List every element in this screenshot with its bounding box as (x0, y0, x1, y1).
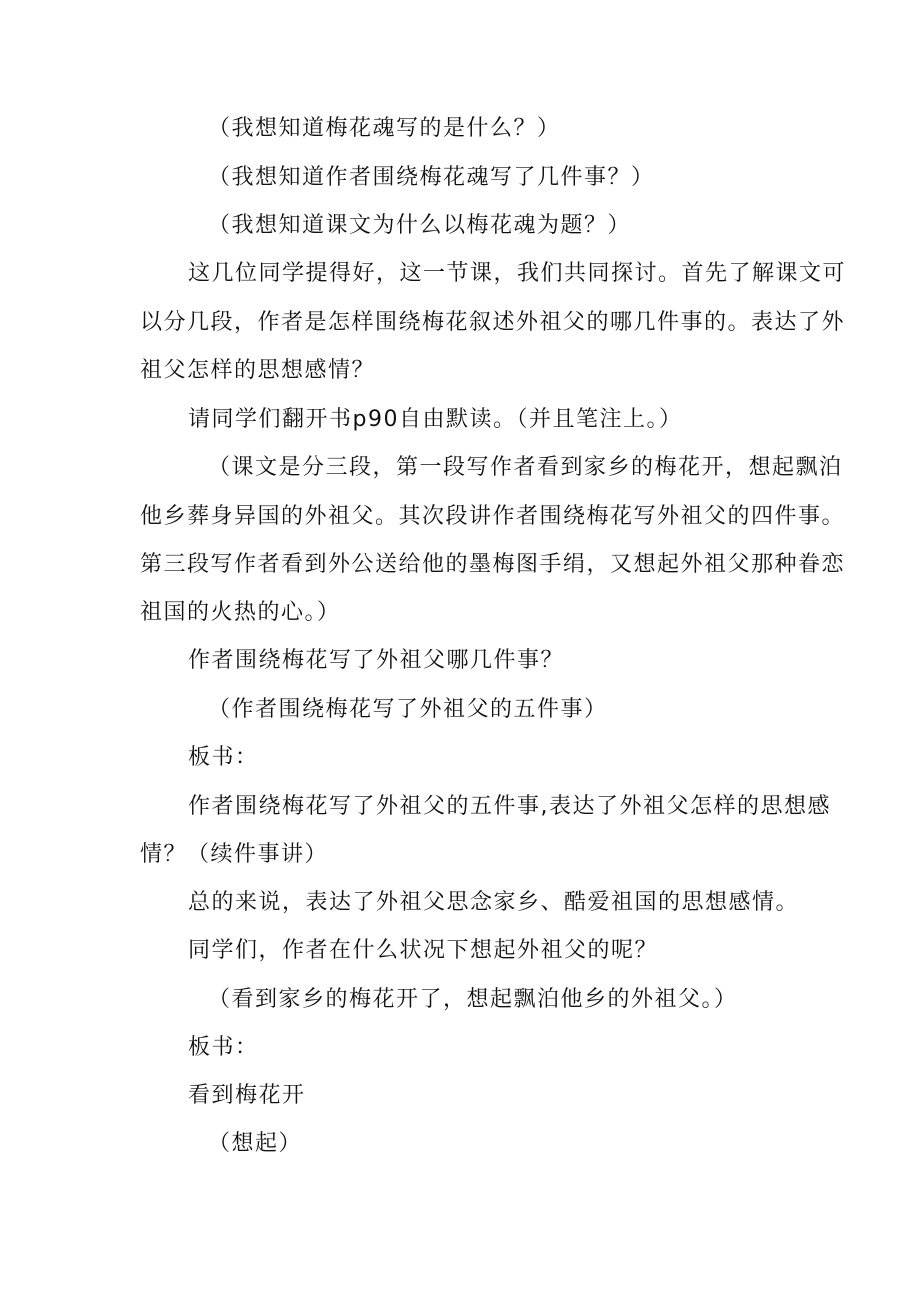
text-line-22: （想起） (208, 1131, 303, 1156)
text-line-15: 作者围绕梅花写了外祖父的五件事,表达了外祖父怎样的思想感 (188, 794, 831, 819)
text-line-5: 以分几段，作者是怎样围绕梅花叙述外祖父的哪几件事的。表达了外 (140, 310, 846, 335)
text-line-2: （我想知道作者围绕梅花魂写了几件事？） (208, 165, 655, 190)
text-line-12: 作者围绕梅花写了外祖父哪几件事？ (188, 648, 565, 673)
text-line-4: 这几位同学提得好，这一节课，我们共同探讨。首先了解课文可 (188, 261, 847, 286)
text-line-18: 同学们，作者在什么状况下想起外祖父的呢？ (188, 938, 659, 963)
text-line-7: 请同学们翻开书p90自由默读。（并且笔注上。） (188, 407, 683, 432)
text-line-6: 祖父怎样的思想感情？ (140, 358, 376, 383)
text-line-16: 情？（续件事讲） (140, 842, 329, 867)
text-line-14: 板书： (188, 745, 259, 770)
text-line-17: 总的来说，表达了外祖父思念家乡、酷爱祖国的思想感情。 (188, 890, 800, 915)
text-line-19: （看到家乡的梅花开了，想起飘泊他乡的外祖父。） (208, 987, 738, 1012)
text-line-11: 祖国的火热的心。） (140, 600, 341, 625)
text-line-21: 看到梅花开 (188, 1083, 306, 1108)
text-line-20: 板书： (188, 1035, 259, 1060)
text-line-3: （我想知道课文为什么以梅花魂为题？） (208, 213, 632, 238)
text-line-8: （课文是分三段，第一段写作者看到家乡的梅花开，想起飘泊 (208, 455, 843, 480)
text-line-13: （作者围绕梅花写了外祖父的五件事） (208, 697, 608, 722)
text-line-10: 第三段写作者看到外公送给他的墨梅图手绢，又想起外祖父那种眷恋 (140, 552, 846, 577)
text-line-9: 他乡葬身异国的外祖父。其次段讲作者围绕梅花写外祖父的四件事。 (140, 504, 846, 529)
text-line-1: （我想知道梅花魂写的是什么？） (208, 116, 561, 141)
